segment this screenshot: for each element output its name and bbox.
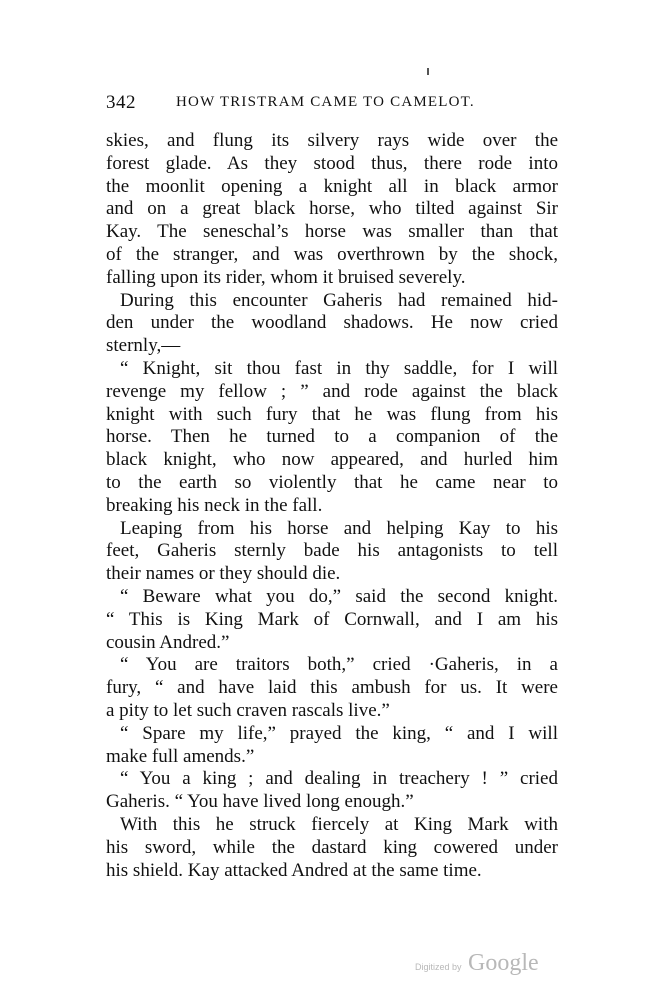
text-line: black knight, who now appeared, and hurled him	[106, 449, 558, 471]
text-line: and on a great black horse, who tilted against Sir	[106, 198, 558, 220]
text-line: “ Beware what you do,” said the second knight.	[120, 585, 558, 607]
text-line: his sword, while the dastard king cowered under	[106, 836, 558, 858]
text-line: revenge my fellow ; ” and rode against the black	[106, 380, 558, 402]
text-line: Kay. The seneschal’s horse was smaller than that	[106, 221, 558, 243]
text-line: “ Spare my life,” prayed the king, “ and I will	[120, 722, 558, 744]
text-line: Gaheris. “ You have lived long enough.”	[106, 791, 414, 813]
text-line: falling upon its rider, whom it bruised severely.	[106, 266, 466, 288]
text-line: “ Knight, sit thou fast in thy saddle, for I will	[120, 357, 558, 379]
text-line: sternly,—	[106, 335, 181, 357]
watermark-caption: Digitized by	[415, 962, 462, 972]
page-number: 342	[106, 92, 136, 113]
text-line: Leaping from his horse and helping Kay to his	[120, 517, 558, 539]
text-line: make full amends.”	[106, 745, 255, 767]
text-line: horse. Then he turned to a companion of the	[106, 426, 558, 448]
text-line: forest glade. As they stood thus, there rode into	[106, 152, 558, 174]
text-line: of the stranger, and was overthrown by the shock,	[106, 243, 558, 265]
body-text	[106, 130, 558, 882]
text-line: their names or they should die.	[106, 563, 341, 585]
text-line: “ You a king ; and dealing in treachery ! ” cried	[120, 768, 558, 790]
text-line: With this he struck fiercely at King Mark with	[120, 813, 558, 835]
text-line: the moonlit opening a knight all in black armor	[106, 175, 558, 197]
printer-mark	[427, 68, 429, 75]
watermark-logo-text: Google	[468, 950, 539, 976]
page-header	[106, 92, 554, 118]
text-line: den under the woodland shadows. He now cried	[106, 312, 558, 334]
text-line: feet, Gaheris sternly bade his antagonists to tell	[106, 540, 558, 562]
text-line: to the earth so violently that he came near to	[106, 471, 558, 493]
text-line: his shield. Kay attacked Andred at the same time.	[106, 859, 482, 881]
text-line: breaking his neck in the fall.	[106, 494, 323, 516]
text-line: skies, and flung its silvery rays wide over the	[106, 130, 558, 151]
text-line: knight with such fury that he was flung from his	[106, 403, 558, 425]
text-line: fury, “ and have laid this ambush for us. It were	[106, 677, 558, 699]
running-title: HOW TRISTRAM CAME TO CAMELOT.	[176, 94, 475, 110]
text-line: cousin Andred.”	[106, 631, 230, 653]
digitization-watermark	[415, 950, 555, 980]
text-line: “ This is King Mark of Cornwall, and I am his	[106, 608, 558, 630]
text-line: During this encounter Gaheris had remained hid-	[120, 289, 558, 311]
text-line: “ You are traitors both,” cried ·Gaheris, in a	[120, 654, 558, 676]
text-line: a pity to let such craven rascals live.”	[106, 699, 390, 721]
